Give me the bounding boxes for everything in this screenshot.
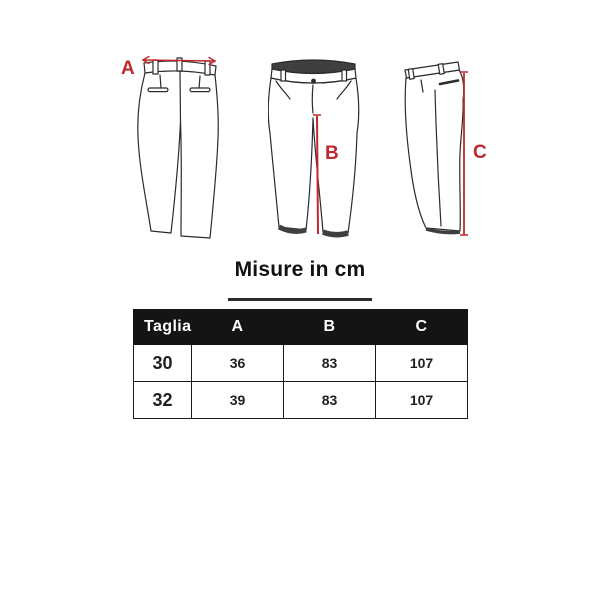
pants-side-body (405, 70, 464, 231)
belt-loop (281, 70, 286, 81)
belt-loop (205, 61, 210, 75)
pants-back-view-illustration (122, 52, 220, 242)
size-table-header-b: B (284, 310, 376, 345)
size-table-row-30 (134, 345, 468, 382)
measure-label-c: C (473, 142, 488, 163)
size-table-header-a: A (192, 310, 284, 345)
size-cell-b: 83 (284, 382, 376, 419)
pants-front-view-illustration (268, 55, 360, 240)
measure-label-a: A (121, 58, 136, 79)
size-table-row-32 (134, 382, 468, 419)
page-title: Misure in cm (234, 258, 366, 281)
belt-loop (408, 69, 414, 80)
belt-loop (438, 64, 444, 75)
size-cell-taglia: 30 (134, 345, 192, 382)
pants-side-view-illustration (402, 58, 470, 240)
belt-loop (342, 70, 347, 81)
title-underline (228, 298, 372, 301)
waist-button (312, 79, 316, 83)
size-table-header-taglia: Taglia (134, 310, 192, 345)
size-cell-c: 107 (376, 382, 468, 419)
back-seam (180, 72, 181, 121)
welt-pocket (148, 88, 168, 92)
pants-back-body (138, 71, 218, 238)
size-table (133, 309, 468, 419)
size-cell-a: 39 (192, 382, 284, 419)
hem-dark (323, 232, 348, 235)
pants-front-body (268, 78, 359, 233)
size-cell-taglia: 32 (134, 382, 192, 419)
size-cell-c: 107 (376, 345, 468, 382)
welt-pocket (190, 88, 210, 92)
size-table-header-row (134, 310, 468, 345)
size-table-header-c: C (376, 310, 468, 345)
measure-label-b: B (325, 143, 340, 164)
size-cell-a: 36 (192, 345, 284, 382)
size-cell-b: 83 (284, 345, 376, 382)
belt-loop (153, 60, 158, 74)
